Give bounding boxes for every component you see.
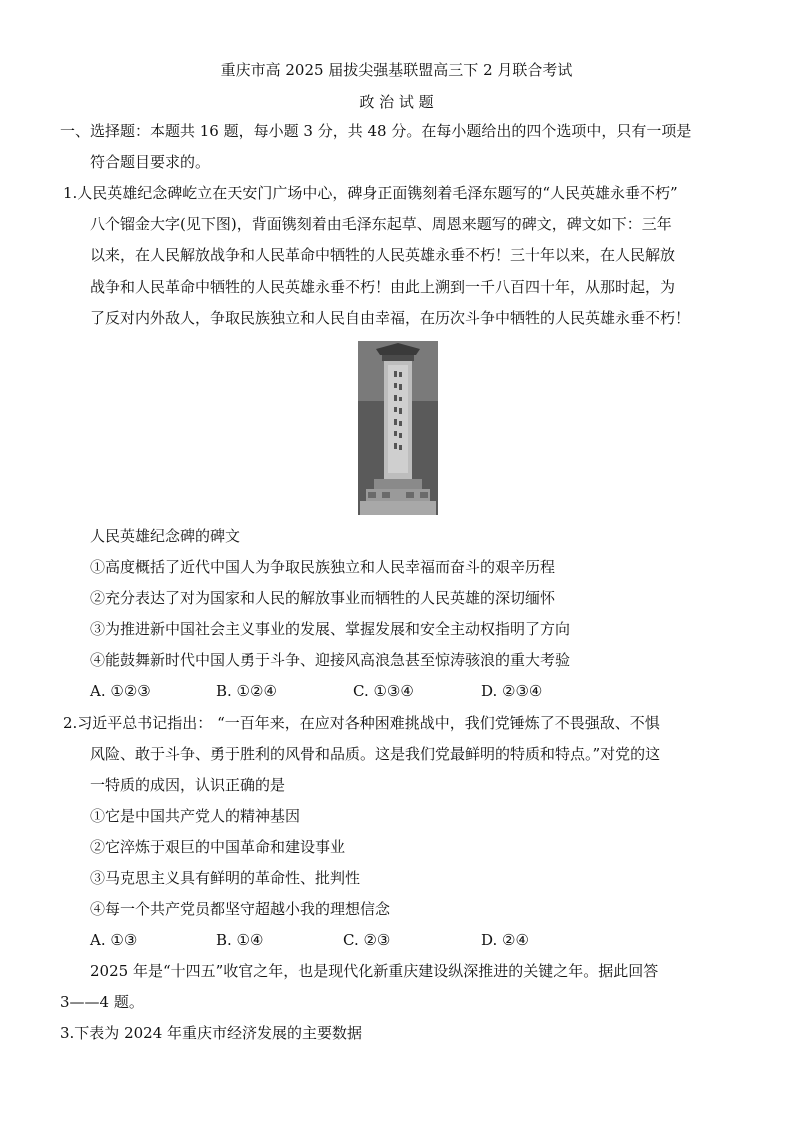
q2-option-a[interactable]: A. ①③ xyxy=(90,931,138,949)
q2-statement: ③马克思主义具有鲜明的革命性、批判性 xyxy=(90,869,361,887)
monument-photo xyxy=(358,341,438,515)
q2-option-d[interactable]: D. ②④ xyxy=(481,931,529,949)
q1-text: 以来，在人民解放战争和人民革命中牺牲的人民英雄永垂不朽！三十年以来，在人民解放 xyxy=(90,246,676,264)
exam-title: 重庆市高 2025 届拔尖强基联盟高三下 2 月联合考试 xyxy=(220,61,573,79)
q2-statement: ④每一个共产党员都坚守超越小我的理想信念 xyxy=(90,900,391,918)
q2-option-b[interactable]: B. ①④ xyxy=(216,931,264,949)
q2-option-c[interactable]: C. ②③ xyxy=(343,931,391,949)
q1-option-d[interactable]: D. ②③④ xyxy=(481,682,543,700)
q1-option-a[interactable]: A. ①②③ xyxy=(90,682,151,700)
q1-text: 八个镏金大字(见下图)，背面镌刻着由毛泽东起草、周恩来题写的碑文，碑文如下：三年 xyxy=(90,215,672,233)
monument-illustration xyxy=(358,341,438,515)
q1-option-c[interactable]: C. ①③④ xyxy=(353,682,414,700)
intro-text: 2025 年是“十四五”收官之年，也是现代化新重庆建设纵深推进的关键之年。据此回答 xyxy=(90,962,659,980)
q1-option-b[interactable]: B. ①②④ xyxy=(216,682,277,700)
exam-subject: 政 治 试 题 xyxy=(359,93,434,111)
q2-statement: ②它淬炼于艰巨的中国革命和建设事业 xyxy=(90,838,346,856)
q1-statement: ①高度概括了近代中国人为争取民族独立和人民幸福而奋斗的艰辛历程 xyxy=(90,558,556,576)
q3-text: 3.下表为 2024 年重庆市经济发展的主要数据 xyxy=(60,1024,363,1042)
q1-text: 战争和人民革命中牺牲的人民英雄永垂不朽！由此上溯到一千八百四十年，从那时起，为 xyxy=(90,278,676,296)
q2-text: 风险、敢于斗争、勇于胜利的风骨和品质。这是我们党最鲜明的特质和特点。”对党的这 xyxy=(90,745,661,763)
q1-text: 1.人民英雄纪念碑屹立在天安门广场中心，碑身正面镌刻着毛泽东题写的“人民英雄永垂不朽” xyxy=(63,184,678,202)
q1-text: 了反对内外敌人，争取民族独立和人民自由幸福，在历次斗争中牺牲的人民英雄永垂不朽！ xyxy=(90,309,691,327)
q2-text: 一特质的成因，认识正确的是 xyxy=(90,776,286,794)
section-instruction: 一、选择题：本题共 16 题，每小题 3 分，共 48 分。在每小题给出的四个选项中，只有一项是 xyxy=(60,122,692,140)
q1-statement: ②充分表达了对为国家和人民的解放事业而牺牲的人民英雄的深切缅怀 xyxy=(90,589,556,607)
q2-statement: ①它是中国共产党人的精神基因 xyxy=(90,807,301,825)
q1-statement: ④能鼓舞新时代中国人勇于斗争、迎接风高浪急甚至惊涛骇浪的重大考验 xyxy=(90,651,571,669)
intro-text: 3——4 题。 xyxy=(60,993,144,1011)
q1-statement: ③为推进新中国社会主义事业的发展、掌握发展和安全主动权指明了方向 xyxy=(90,620,571,638)
q2-text: 2.习近平总书记指出： “一百年来，在应对各种困难挑战中，我们党锤炼了不畏强敌、不惧 xyxy=(63,714,660,732)
q1-stem: 人民英雄纪念碑的碑文 xyxy=(90,527,241,545)
section-instruction: 符合题目要求的。 xyxy=(90,153,211,171)
